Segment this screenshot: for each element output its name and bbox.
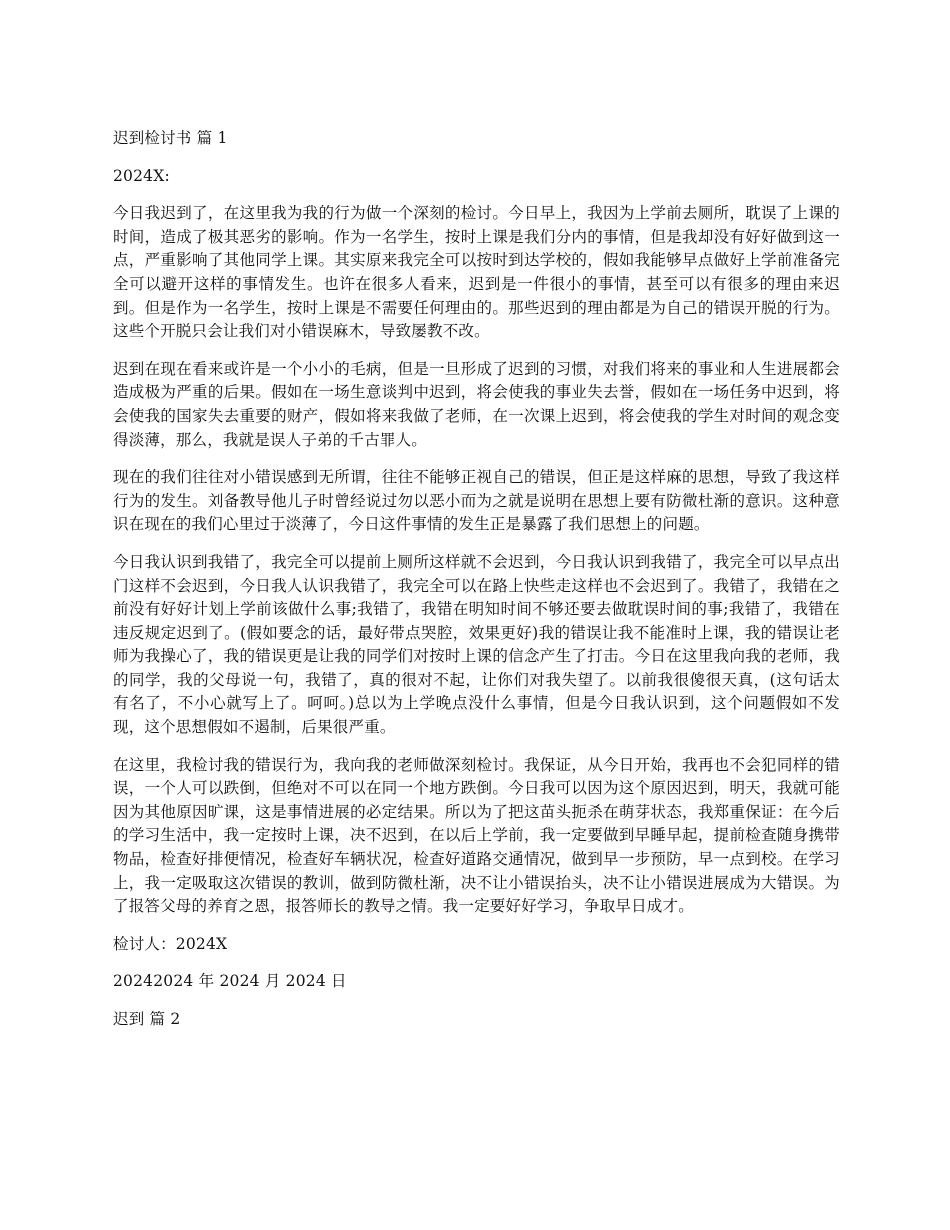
- body-paragraph: 今日我迟到了，在这里我为我的行为做一个深刻的检讨。今日早上，我因为上学前去厕所，耽误了上课的时间，造成了极其恶劣的影响。作为一名学生，按时上课是我们分内的事情，但是我却没有好好做到这一点，严重影响了其他同学上课。其实原来我完全可以按时到达学校的，假如我能够早点做好上学前准备完全可以避开这样的事情发生。也许在很多人看来，迟到是一件很小的事情，甚至可以有很多的理由来迟到。但是作为一名学生，按时上课是不需要任何理由的。那些迟到的理由都是为自己的错误开脱的行为。这些个开脱只会让我们对小错误麻木，导致屡教不改。: [113, 204, 840, 341]
- body-paragraph: 现在的我们往往对小错误感到无所谓，往往不能够正视自己的错误，但正是这样麻的思想，导致了我这样行为的发生。刘备教导他儿子时曾经说过勿以恶小而为之就是说明在思想上要有防微杜渐的意识。这种意识在现在的我们心里过于淡薄了，今日这件事情的发生正是暴露了我们思想上的问题。: [113, 468, 840, 534]
- salutation: 2024X:: [113, 166, 170, 185]
- signature-line: 检讨人：2024X: [113, 934, 228, 953]
- next-section-heading: 迟到 篇 2: [113, 1010, 181, 1028]
- date-line: 20242024 年 2024 月 2024 日: [113, 972, 347, 991]
- body-paragraph: 今日我认识到我错了，我完全可以提前上厕所这样就不会迟到，今日我认识到我错了，我完全可以早点出门这样不会迟到，今日我人认识我错了，我完全可以在路上快些走这样也不会迟到了。我错了，我错在之前没有好好计划上学前该做什么事;我错了，我错在明知时间不够还要去做耽误时间的事;我错了，我错在违反规定迟到了。(假如要念的话，最好带点哭腔，效果更好)我的错误让我不能准时上课，我的错误让老师为我操心了，我的错误更是让我的同学们对按时上课的信念产生了打击。今日在这里我向我的老师，我的同学，我的父母说一句，我错了，真的很对不起，让你们对我失望了。以前我很傻很天真，(这句话太有名了，不小心就写上了。呵呵。)总以为上学晚点没什么事情，但是今日我认识到，这个问题假如不发现，这个思想假如不遏制，后果很严重。: [113, 552, 840, 737]
- document-heading: 迟到检讨书 篇 1: [113, 129, 228, 147]
- document-page: [113, 127, 840, 1032]
- body-paragraph: 在这里，我检讨我的错误行为，我向我的老师做深刻检讨。我保证，从今日开始，我再也不会犯同样的错误，一个人可以跌倒，但绝对不可以在同一个地方跌倒。今日我可以因为这个原因迟到，明天，我就可能因为其他原因旷课，这是事情进展的必定结果。所以为了把这苗头扼杀在萌芽状态，我郑重保证：在今后的学习生活中，我一定按时上课，决不迟到，在以后上学前，我一定要做到早睡早起，提前检查随身携带物品，检查好排便情况，检查好车辆状况，检查好道路交通情况，做到早一步预防，早一点到校。在学习上，我一定吸取这次错误的教训，做到防微杜渐，决不让小错误抬头，决不让小错误进展成为大错误。为了报答父母的养育之恩，报答师长的教导之情。我一定要好好学习，争取早日成才。: [113, 755, 840, 916]
- body-paragraph: 迟到在现在看来或许是一个小小的毛病，但是一旦形成了迟到的习惯，对我们将来的事业和人生进展都会造成极为严重的后果。假如在一场生意谈判中迟到，将会使我的事业失去誉，假如在一场任务中迟到，将会使我的国家失去重要的财产，假如将来我做了老师，在一次课上迟到，将会使我的学生对时间的观念变得淡薄，那么，我就是误人子弟的千古罪人。: [113, 359, 840, 449]
